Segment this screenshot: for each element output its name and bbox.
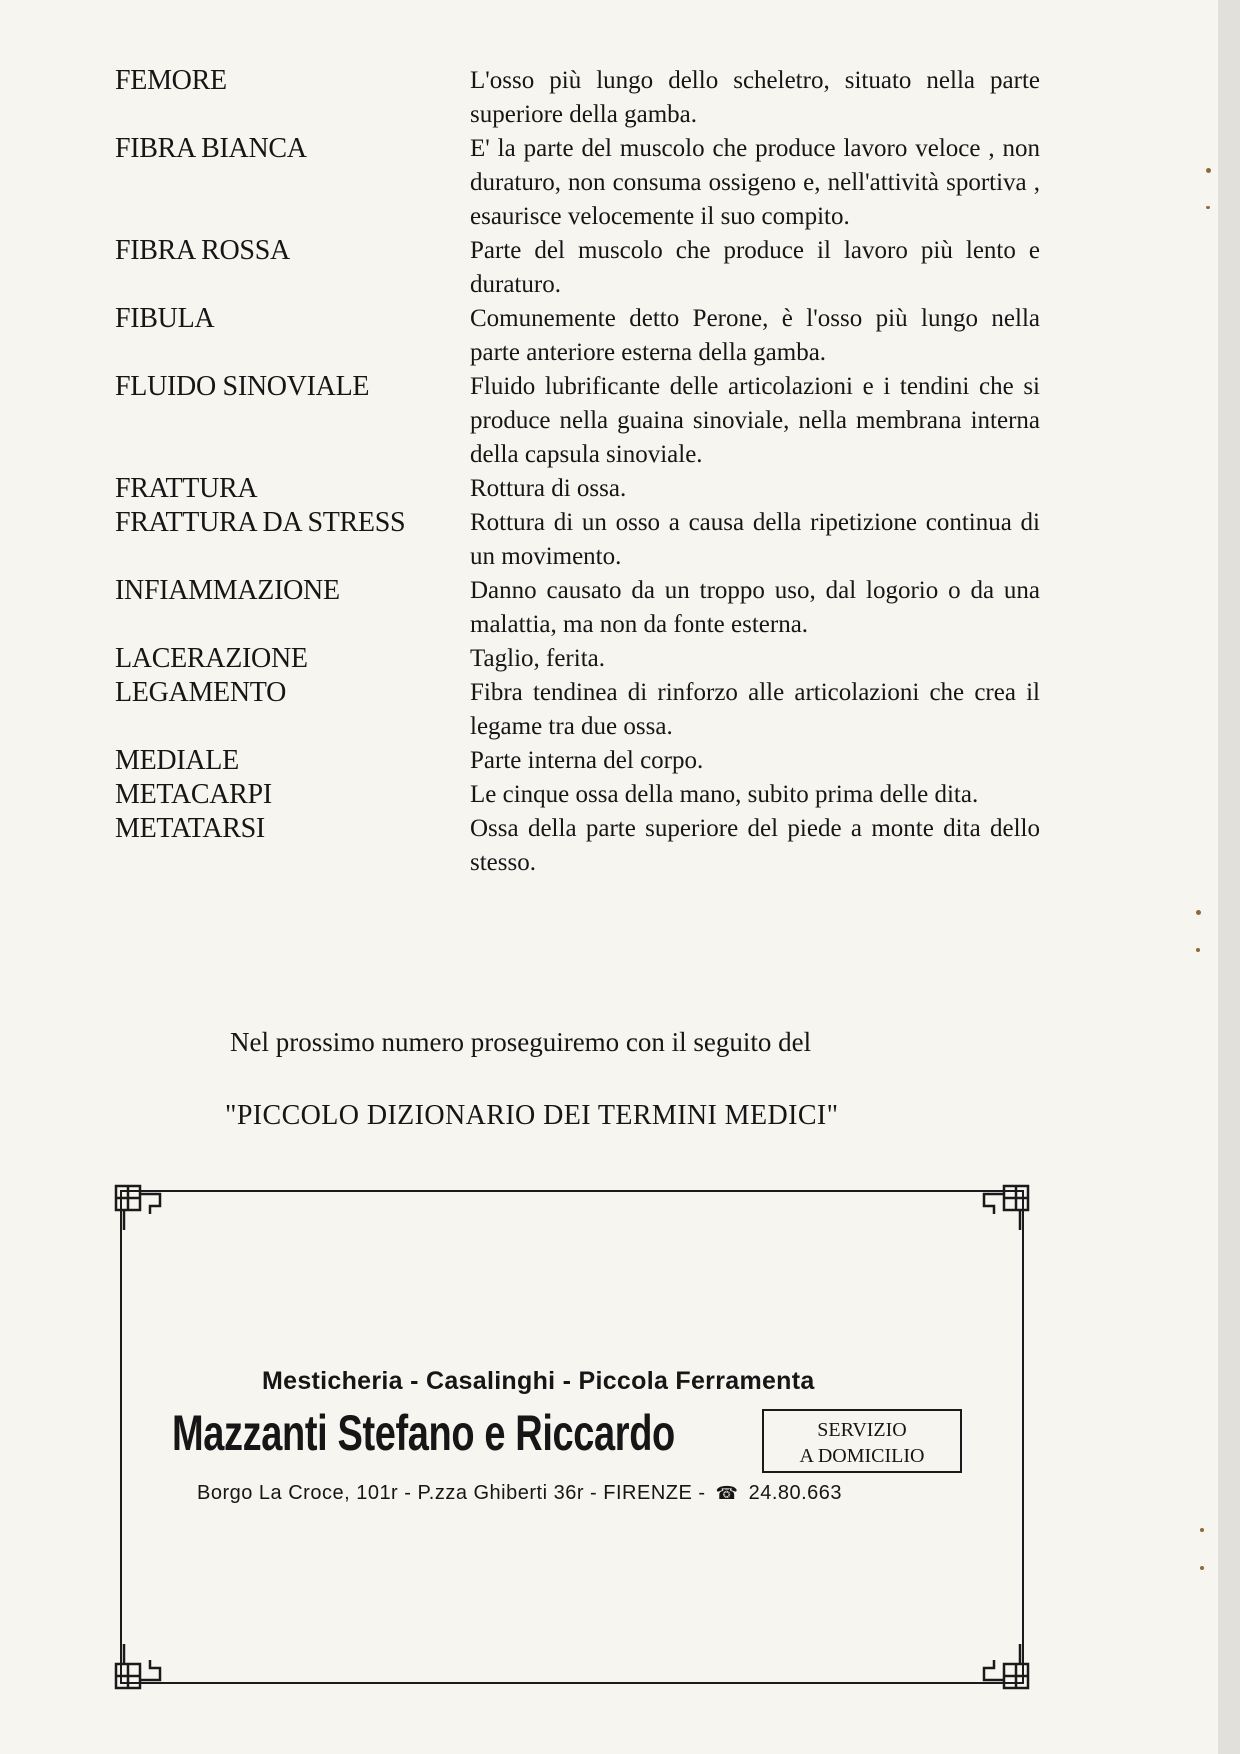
glossary-term: FRATTURA (115, 473, 258, 504)
scan-speck (1206, 168, 1211, 173)
glossary-entry (115, 642, 1045, 676)
glossary-entry (115, 506, 1045, 574)
glossary-term: LEGAMENTO (115, 677, 286, 708)
glossary-definition: Ossa della parte superiore del piede a monte dita dello stesso. (470, 815, 1040, 876)
address-text: Borgo La Croce, 101r - P.zza Ghiberti 36r - FIRENZE - (197, 1482, 706, 1504)
scan-speck (1200, 1528, 1204, 1532)
glossary-definition: Fluido lubrificante delle articolazioni e i tendini che si produce nella guaina sinoviale, nella membrana interna della capsula sinoviale. (470, 373, 1040, 468)
frame-corner-ornament (114, 1184, 174, 1232)
scan-speck (1206, 206, 1210, 209)
glossary-definition: Parte interna del corpo. (470, 747, 704, 774)
glossary-entry (115, 574, 1045, 642)
glossary-term: METACARPI (115, 779, 272, 810)
glossary-definition: Rottura di un osso a causa della ripetizione continua di un movimento. (470, 509, 1040, 570)
glossary-definition: Parte del muscolo che produce il lavoro più lento e duraturo. (470, 237, 1040, 298)
glossary-term: LACERAZIONE (115, 643, 308, 674)
glossary-definition: Taglio, ferita. (470, 645, 605, 672)
glossary-term: FIBRA BIANCA (115, 133, 307, 164)
home-service-badge (762, 1409, 962, 1473)
frame-corner-ornament (970, 1184, 1030, 1232)
glossary-entry (115, 302, 1045, 370)
glossary-definition: Comunemente detto Perone, è l'osso più lungo nella parte anteriore esterna della gamba. (470, 305, 1040, 366)
shop-name: Mazzanti Stefano e Riccardo (172, 1405, 675, 1461)
glossary-term: FIBULA (115, 303, 215, 334)
glossary-term: INFIAMMAZIONE (115, 575, 340, 606)
scan-speck (1200, 1566, 1204, 1570)
glossary-definition: Rottura di ossa. (470, 475, 627, 502)
glossary-term: MEDIALE (115, 745, 239, 776)
series-title: "PICCOLO DIZIONARIO DEI TERMINI MEDICI" (225, 1100, 839, 1131)
frame-corner-ornament (970, 1642, 1030, 1690)
glossary-entry (115, 744, 1045, 778)
glossary-term: METATARSI (115, 813, 265, 844)
glossary-term: FIBRA ROSSA (115, 235, 290, 266)
shop-address (197, 1482, 842, 1505)
glossary-entry (115, 234, 1045, 302)
glossary-entry (115, 778, 1045, 812)
telephone-icon: ☎ (715, 1483, 739, 1503)
glossary-term: FEMORE (115, 65, 227, 96)
glossary-definition: Fibra tendinea di rinforzo alle articolazioni che crea il legame tra due ossa. (470, 679, 1040, 740)
glossary-definition: Danno causato da un troppo uso, dal logorio o da una malattia, ma non da fonte esterna. (470, 577, 1040, 638)
glossary-definition: L'osso più lungo dello scheletro, situato nella parte superiore della gamba. (470, 67, 1040, 128)
glossary-entry (115, 370, 1045, 472)
glossary-entry (115, 812, 1045, 880)
glossary-definition: Le cinque ossa della mano, subito prima delle dita. (470, 781, 979, 808)
glossary-entry (115, 676, 1045, 744)
frame-corner-ornament (114, 1642, 174, 1690)
advertisement-box (120, 1190, 1024, 1684)
scan-speck (1196, 910, 1201, 915)
phone-number: 24.80.663 (748, 1482, 843, 1504)
service-line: SERVIZIO (817, 1419, 907, 1441)
glossary-list (115, 64, 1045, 880)
glossary-term: FLUIDO SINOVIALE (115, 371, 370, 402)
glossary-term: FRATTURA DA STRESS (115, 507, 406, 538)
service-line: A DOMICILIO (799, 1445, 925, 1467)
glossary-entry (115, 64, 1045, 132)
scan-speck (1196, 948, 1200, 952)
shop-category: Mesticheria - Casalinghi - Piccola Ferramenta (262, 1367, 815, 1395)
glossary-entry (115, 472, 1045, 506)
page-edge (1218, 0, 1240, 1754)
continuation-note: Nel prossimo numero proseguiremo con il seguito del (230, 1027, 812, 1057)
glossary-definition: E' la parte del muscolo che produce lavoro veloce , non duraturo, non consuma ossigeno e, nell'attività sportiva , esaurisce velocemente il suo compito. (470, 135, 1040, 230)
glossary-entry (115, 132, 1045, 234)
